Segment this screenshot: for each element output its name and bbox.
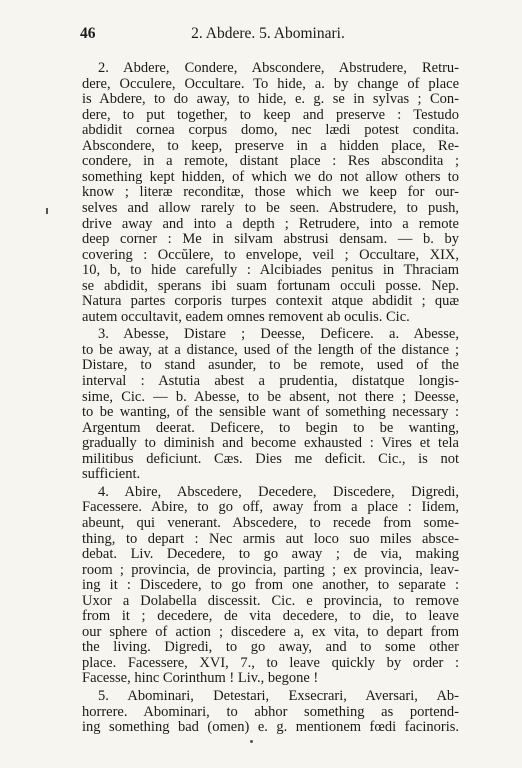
text-line: selves and allow rarely to be seen. Abstrudere, to push, bbox=[82, 199, 459, 216]
running-title: 2. Abdere. 5. Abominari. bbox=[191, 25, 345, 42]
text-line: covering : Occŭlere, to envelope, veil ; Occultare, XIX, bbox=[82, 246, 459, 263]
text-line: place. Facessere, XVI, 7., to leave quickly by order : bbox=[82, 654, 459, 671]
page-dot bbox=[250, 740, 253, 743]
text-line: Facessere. Abire, to go off, away from a place : Iidem, bbox=[82, 499, 459, 516]
text-line: 10, b, to hide carefully : Alcibiades penitus in Thraciam bbox=[82, 262, 459, 279]
text-line: is Abdere, to do away, to hide, e. g. se in sylvas ; Con- bbox=[82, 91, 459, 108]
text-line: abeunt, qui venerant. Abscedere, to recede from some- bbox=[82, 514, 459, 531]
text-line: horrere. Abominari, to abhor something as portend- bbox=[82, 703, 459, 720]
text-line: know ; literæ reconditæ, those which we keep for our- bbox=[82, 184, 459, 201]
text-line: militibus deficiunt. Cæs. Dies me deficit. Cic., is not bbox=[82, 450, 459, 467]
text-line: Facesse, hinc Corinthum ! Liv., begone ! bbox=[82, 670, 319, 687]
text-line: debat. Liv. Decedere, to go away ; de via, making bbox=[82, 546, 459, 563]
text-line: sufficient. bbox=[82, 466, 141, 483]
text-line: condere, in a remote, distant place : Res abscondita ; bbox=[82, 153, 459, 170]
text-line: drive away and into a depth ; Retrudere, into a remote bbox=[82, 215, 459, 232]
text-line: the living. Digredi, to go away, and to some other bbox=[82, 639, 459, 656]
text-line: our sphere of action ; discedere a, ex vita, to depart from bbox=[82, 623, 459, 640]
text-line: Argentum deerat. Deficere, to begin to be wanting, bbox=[82, 419, 459, 436]
text-line: ing it : Discedere, to go from one another, to separate : bbox=[82, 577, 459, 594]
text-line: Distare, to stand asunder, to be remote, used of the bbox=[82, 357, 459, 374]
text-line: autem occultavit, eadem omnes removent ab oculis. Cic. bbox=[82, 308, 410, 325]
text-line: to be wanting, of the sensible want of something necessary : bbox=[82, 404, 459, 421]
text-line: dere, Occulere, Occultare. To hide, a. by change of place bbox=[82, 75, 459, 92]
text-line: 3. Abesse, Distare ; Deesse, Deficere. a. Abesse, bbox=[98, 326, 459, 343]
text-line: room ; provincia, de provincia, parting ; ex provincia, leav- bbox=[82, 561, 459, 578]
text-line: to be away, at a distance, used of the length of the distance ; bbox=[82, 341, 459, 358]
text-line: Abscondere, to keep, preserve in a hidden place, Re- bbox=[82, 137, 459, 154]
text-line: deep corner : Me in silvam abstrusi densam. — b. by bbox=[82, 231, 459, 248]
text-line: 2. Abdere, Condere, Abscondere, Abstrudere, Retru- bbox=[98, 60, 459, 76]
text-line: thing, to depart : Nec armis aut loco suo miles absce- bbox=[82, 530, 459, 547]
text-line: ing something bad (omen) e. g. mentionem fœdi facinoris. bbox=[82, 719, 459, 736]
text-line: dere, to put together, to keep and preserve : Testudo bbox=[82, 106, 459, 123]
text-line: Uxor a Dolabella discessit. Cic. e provincia, to remove bbox=[82, 592, 459, 609]
text-line: sime, Cic. — b. Abesse, to be absent, not there ; Deesse, bbox=[82, 388, 459, 405]
text-line: se abdidit, sperans ibi suam fortunam occuli posse. Nep. bbox=[82, 277, 459, 294]
text-line: abdidit cornea corpus domo, nec lædi potest condita. bbox=[82, 122, 459, 139]
text-line: interval : Astutia abest a prudentia, distatque longis- bbox=[82, 373, 459, 389]
text-line: 5. Abominari, Detestari, Exsecrari, Aversari, Ab- bbox=[98, 688, 459, 704]
text-line: from it ; decedere, de vita decedere, to die, to leave bbox=[82, 608, 459, 625]
page-number: 46 bbox=[80, 25, 96, 42]
text-line: gradually to diminish and become exhausted : Vires et tela bbox=[82, 435, 459, 452]
text-line: 4. Abire, Abscedere, Decedere, Discedere, Digredi, bbox=[98, 483, 459, 500]
margin-mark bbox=[46, 208, 48, 214]
running-head bbox=[80, 25, 456, 45]
text-line: something kept hidden, of which we do not allow others to bbox=[82, 168, 459, 185]
text-line: Natura partes corporis turpes contexit atque abdidit ; quæ bbox=[82, 293, 459, 310]
